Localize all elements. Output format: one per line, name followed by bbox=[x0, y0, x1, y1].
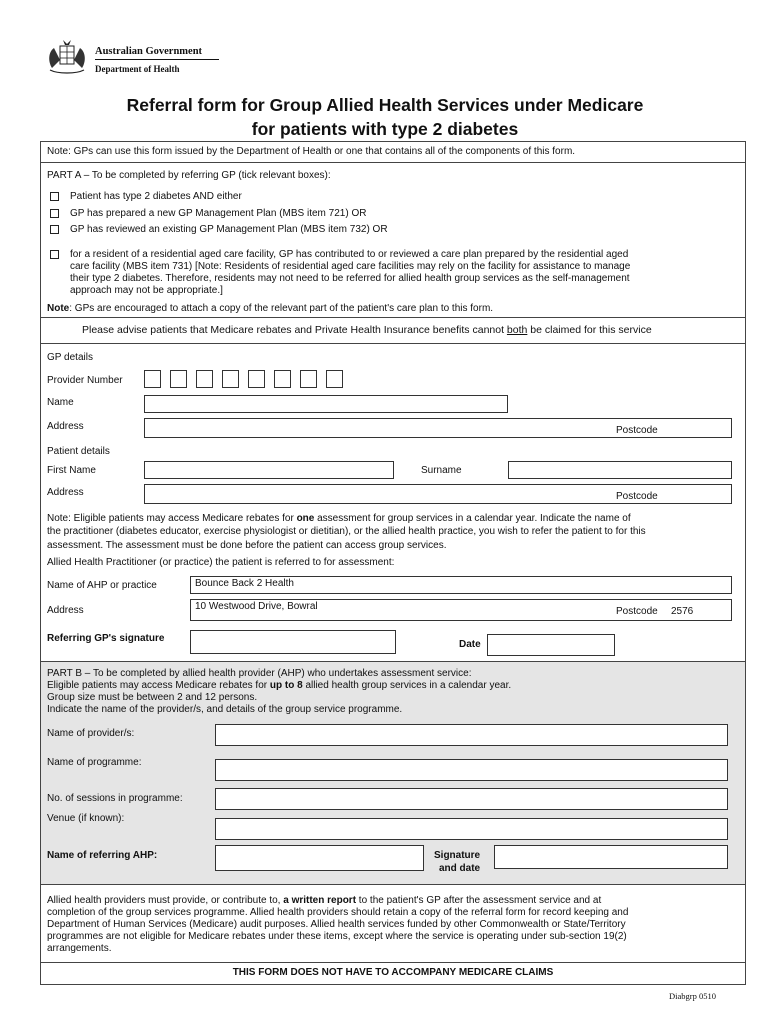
note-text: assessment for group services in a calendar year. Indicate the name of bbox=[314, 513, 631, 524]
checkbox-residential-aged-care[interactable] bbox=[50, 250, 59, 259]
provider-number-digit[interactable] bbox=[326, 370, 343, 388]
note-bold: one bbox=[296, 513, 315, 524]
date-label: Date bbox=[459, 639, 481, 650]
footer-note: Department of Human Services (Medicare) audit purposes. Allied health services funded by other Commonwealth or State/Territory bbox=[47, 919, 626, 930]
assessment-note: the practitioner (diabetes educator, exercise physiologist or dietitian), or the allied health practice, you wish to refer the patient to for this bbox=[47, 526, 646, 537]
surname-label: Surname bbox=[421, 465, 462, 476]
ahp-postcode-value: 2576 bbox=[671, 606, 694, 617]
part-b-bold: up to 8 bbox=[269, 680, 303, 691]
divider bbox=[40, 343, 746, 344]
ahp-address-input[interactable]: 10 Westwood Drive, Bowral bbox=[190, 599, 732, 621]
divider bbox=[40, 884, 746, 885]
footer-note: programmes are not eligible for Medicare rebates under these items, except where the service is operating under sub-section 19(2) bbox=[47, 931, 627, 942]
patient-postcode-label: Postcode bbox=[616, 491, 658, 502]
footer-note bbox=[47, 895, 601, 907]
ahp-postcode-label: Postcode bbox=[616, 606, 658, 617]
sessions-input[interactable] bbox=[215, 788, 728, 810]
provider-number-label: Provider Number bbox=[47, 375, 123, 386]
provider-number-digit[interactable] bbox=[274, 370, 291, 388]
part-b-text: Indicate the name of the provider/s, and details of the group service programme. bbox=[47, 704, 403, 715]
checkbox-label: Patient has type 2 diabetes AND either bbox=[70, 191, 242, 202]
divider bbox=[40, 661, 746, 662]
attach-note bbox=[47, 303, 493, 315]
part-b-text bbox=[47, 680, 511, 692]
ahp-signature-label: Signature bbox=[434, 850, 481, 861]
advise-post: be claimed for this service bbox=[527, 324, 652, 336]
divider bbox=[40, 162, 746, 163]
note-text: Note: Eligible patients may access Medicare rebates for bbox=[47, 513, 297, 524]
gp-name-input[interactable] bbox=[144, 395, 508, 413]
referring-ahp-label: Name of referring AHP: bbox=[47, 850, 158, 861]
government-name: Australian Government bbox=[95, 46, 203, 57]
venue-input[interactable] bbox=[215, 818, 728, 840]
sessions-label: No. of sessions in programme: bbox=[47, 793, 183, 804]
patient-details-heading: Patient details bbox=[47, 446, 110, 457]
attach-note-label: Note bbox=[47, 303, 70, 314]
advise-note bbox=[82, 324, 652, 336]
gp-signature-label: Referring GP's signature bbox=[47, 633, 165, 644]
provider-number-digit[interactable] bbox=[248, 370, 265, 388]
venue-label: Venue (if known): bbox=[47, 813, 125, 824]
residential-text: their type 2 diabetes. Therefore, residents may not need to be referred for allied health group services as the self-management bbox=[70, 273, 630, 284]
gp-details-heading: GP details bbox=[47, 352, 93, 363]
part-b-text-post: allied health group services in a calendar year. bbox=[302, 680, 512, 691]
checkbox-label: GP has prepared a new GP Management Plan (MBS item 721) OR bbox=[70, 208, 367, 219]
ahp-signature-label: and date bbox=[439, 863, 481, 874]
form-code: Diabgrp 0510 bbox=[669, 991, 716, 1001]
provider-number-digit[interactable] bbox=[170, 370, 187, 388]
part-b-text: Group size must be between 2 and 12 persons. bbox=[47, 692, 258, 703]
providers-label: Name of provider/s: bbox=[47, 728, 135, 739]
footer-note: arrangements. bbox=[47, 943, 112, 954]
department-name: Department of Health bbox=[95, 64, 180, 74]
checkbox-reviewed-gp-plan[interactable] bbox=[50, 225, 59, 234]
checkbox-label: GP has reviewed an existing GP Management Plan (MBS item 732) OR bbox=[70, 224, 388, 235]
footer-bold: a written report bbox=[283, 895, 357, 906]
footer-text: to the patient's GP after the assessment service and at bbox=[356, 895, 602, 906]
gp-signature-field[interactable] bbox=[190, 630, 396, 654]
provider-number-digit[interactable] bbox=[144, 370, 161, 388]
top-note: Note: GPs can use this form issued by the Department of Health or one that contains all of the components of this form. bbox=[47, 146, 576, 157]
first-name-input[interactable] bbox=[144, 461, 394, 479]
coat-of-arms-icon bbox=[44, 38, 90, 76]
gp-address-label: Address bbox=[47, 421, 84, 432]
date-field[interactable] bbox=[487, 634, 615, 656]
advise-pre: Please advise patients that Medicare rebates and Private Health Insurance benefits cannot bbox=[82, 324, 507, 336]
referring-ahp-input[interactable] bbox=[215, 845, 424, 871]
assessment-note: Allied Health Practitioner (or practice) the patient is referred to for assessment: bbox=[47, 557, 395, 568]
advise-both: both bbox=[506, 324, 528, 336]
header-divider bbox=[95, 59, 219, 60]
provider-number-digit[interactable] bbox=[222, 370, 239, 388]
checkbox-new-gp-plan[interactable] bbox=[50, 209, 59, 218]
footer-text: Allied health providers must provide, or contribute to, bbox=[47, 895, 284, 906]
ahp-name-input[interactable]: Bounce Back 2 Health bbox=[190, 576, 732, 594]
part-b-text-pre: Eligible patients may access Medicare rebates for bbox=[47, 680, 270, 691]
programme-label: Name of programme: bbox=[47, 757, 142, 768]
attach-note-text: : GPs are encouraged to attach a copy of the relevant part of the patient's care plan to this form. bbox=[69, 303, 494, 314]
medicare-claims-banner: THIS FORM DOES NOT HAVE TO ACCOMPANY MEDICARE CLAIMS bbox=[232, 967, 554, 978]
divider bbox=[40, 962, 746, 963]
gp-name-label: Name bbox=[47, 397, 74, 408]
provider-number-digit[interactable] bbox=[300, 370, 317, 388]
form-title-line1: Referral form for Group Allied Health Services under Medicare bbox=[126, 95, 644, 115]
checkbox-type2-diabetes[interactable] bbox=[50, 192, 59, 201]
part-a-heading: PART A – To be completed by referring GP (tick relevant boxes): bbox=[47, 170, 331, 181]
gp-postcode-label: Postcode bbox=[616, 425, 658, 436]
provider-number-digit[interactable] bbox=[196, 370, 213, 388]
programme-input[interactable] bbox=[215, 759, 728, 781]
residential-text: care facility (MBS item 731) [Note: Residents of residential aged care facilities may rely on the facility for assistance to manage bbox=[70, 261, 631, 272]
assessment-note: assessment. The assessment must be done before the patient can access group services. bbox=[47, 540, 447, 551]
ahp-signature-field[interactable] bbox=[494, 845, 728, 869]
footer-note: completion of the group services programme. Allied health providers should retain a copy of the referral form for record keeping and bbox=[47, 907, 629, 918]
patient-address-label: Address bbox=[47, 487, 84, 498]
residential-text: approach may not be appropriate.] bbox=[70, 285, 223, 296]
residential-text: for a resident of a residential aged care facility, GP has contributed to or reviewed a care plan prepared by the residential aged bbox=[70, 249, 629, 260]
surname-input[interactable] bbox=[508, 461, 732, 479]
ahp-address-label: Address bbox=[47, 605, 84, 616]
divider bbox=[40, 317, 746, 318]
providers-input[interactable] bbox=[215, 724, 728, 746]
first-name-label: First Name bbox=[47, 465, 96, 476]
part-b-heading: PART B – To be completed by allied health provider (AHP) who undertakes assessment service: bbox=[47, 668, 472, 679]
assessment-note bbox=[47, 513, 631, 525]
form-title-line2: for patients with type 2 diabetes bbox=[251, 119, 519, 139]
ahp-name-label: Name of AHP or practice bbox=[47, 580, 157, 591]
